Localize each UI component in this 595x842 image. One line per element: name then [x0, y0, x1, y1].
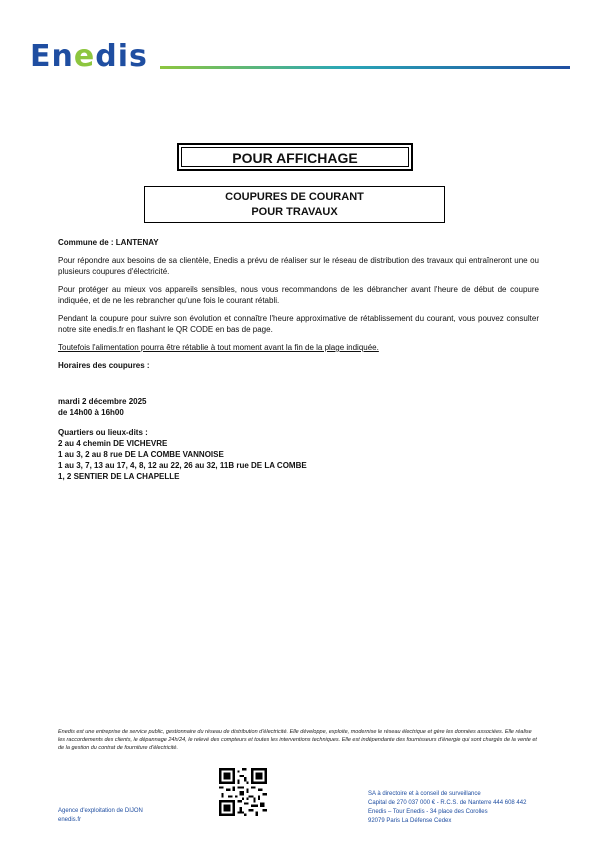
website-link[interactable]: enedis.fr [58, 817, 82, 823]
subtitle-box [144, 186, 445, 223]
footer-disclaimer: Enedis est une entreprise de service public, gestionnaire du réseau de distribution d'électricité. Elle développe, exploite, modernise le réseau électrique et gère les données associées. Elle réalise les raccordements des clients, le dépannage 24h/24, le relevé des compteurs et toutes les interventions techniques. Elle est indépendante des fournisseurs d'énergie qui sont chargés de la vente et de la gestion du contrat de fourniture d'électricité. [58, 729, 537, 751]
agence-block [58, 807, 143, 825]
logo-part-e: e [73, 39, 96, 74]
subtitle-line1: COUPURES DE COURANT [225, 191, 364, 203]
paragraph-2: Pour protéger au mieux vos appareils sensibles, nous vous recommandons de les débrancher avant l'heure de début de coupure indiquée, et de ne les rebrancher qu'une fois le courant rétabli. [58, 285, 539, 305]
address-item: 2 au 4 chemin DE VICHEVRE [58, 439, 168, 448]
paragraph-1: Pour répondre aux besoins de sa clientèle, Enedis a prévu de réaliser sur le réseau de distribution des travaux qui entraîneront une ou plusieurs coupures d'électricité. [58, 256, 539, 276]
page-title: POUR AFFICHAGE [181, 147, 409, 167]
paragraph-3: Pendant la coupure pour suivre son évolution et connaître l'heure approximative de rétablissement du courant, vous pouvez consulter notre site enedis.fr en flashant le QR CODE en bas de page. [58, 314, 539, 334]
address-item: 1 au 3, 7, 13 au 17, 4, 8, 12 au 22, 26 au 32, 11B rue DE LA COMBE [58, 461, 307, 470]
horaires-label: Horaires des coupures : [58, 361, 150, 370]
quartiers-label: Quartiers ou lieux-dits : [58, 428, 148, 437]
warning-text: Toutefois l'alimentation pourra être rétablie à tout moment avant la fin de la plage indiquée. [58, 343, 379, 352]
enedis-logo [30, 40, 148, 74]
address-item: 1, 2 SENTIER DE LA CHAPELLE [58, 472, 180, 481]
siege-block [368, 790, 526, 826]
siege-line: 92079 Paris La Défense Cedex [368, 818, 452, 824]
coupure-date: mardi 2 décembre 2025 [58, 397, 147, 406]
logo-part-en: En [30, 39, 74, 74]
siege-line: SA à directoire et à conseil de surveillance [368, 791, 481, 797]
header-divider [160, 66, 570, 69]
qr-code[interactable] [219, 768, 267, 816]
commune-label: Commune de : LANTENAY [58, 238, 159, 247]
address-item: 1 au 3, 2 au 8 rue DE LA COMBE VANNOISE [58, 450, 224, 459]
siege-line: Enedis – Tour Enedis - 34 place des Corolles [368, 809, 488, 815]
logo-part-dis: dis [95, 39, 148, 74]
notice-body [58, 237, 539, 482]
agence-name: Agence d'exploitation de DIJON [58, 808, 143, 814]
siege-line: Capital de 270 037 000 € - R.C.S. de Nanterre 444 608 442 [368, 800, 527, 806]
coupure-time: de 14h00 à 16h00 [58, 408, 124, 417]
title-box [177, 143, 413, 171]
subtitle-line2: POUR TRAVAUX [251, 206, 338, 218]
